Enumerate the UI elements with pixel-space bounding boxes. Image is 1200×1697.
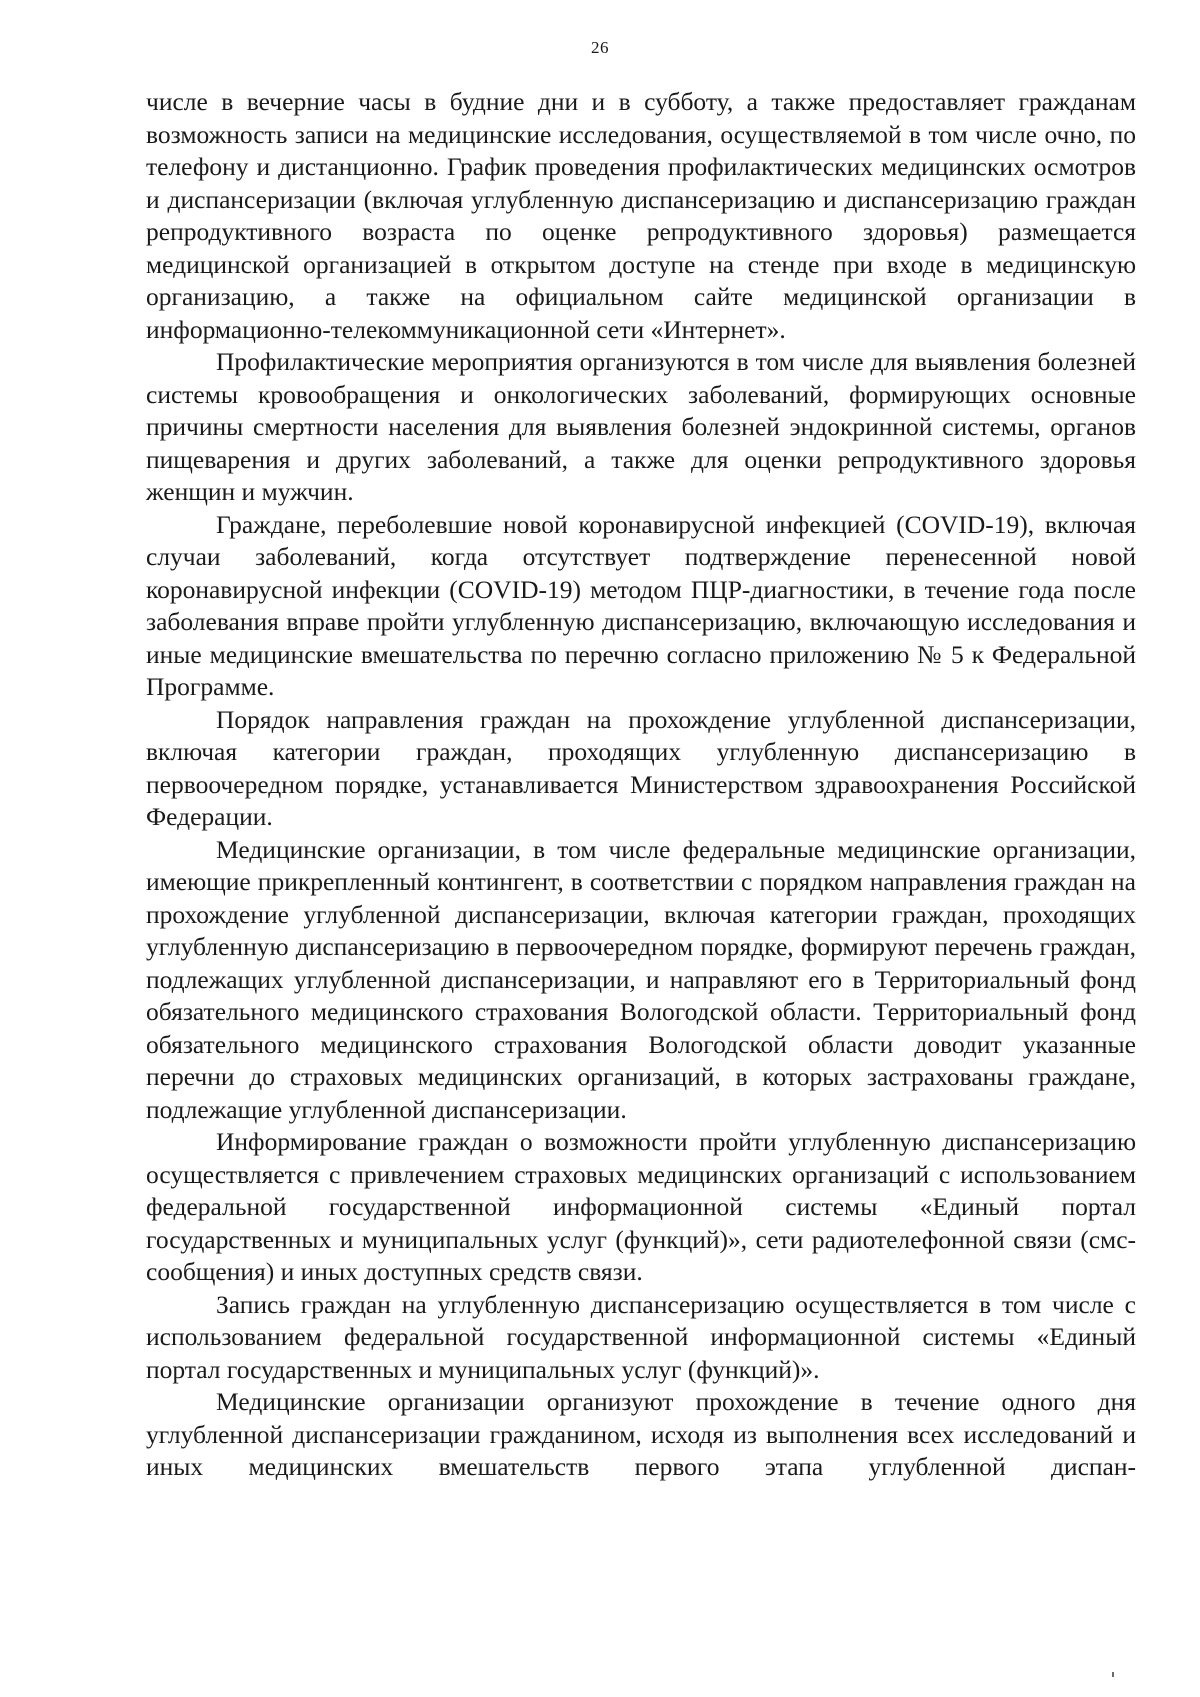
paragraph-one-day-completion: Медицинские организации организуют прохождение в течение одного дня углубленной диспансеризации гражданином, исходя из выполнения всех исследований и иных медицинских вмешательств первого этапа углубленной диспан- bbox=[146, 1387, 1136, 1481]
paragraph-informing-citizens: Информирование граждан о возможности пройти углубленную диспансеризацию осуществляется с привлечением страховых медицинских организаций с использованием федеральной государственной информационной системы «Единый портал государственных и муниципальных услуг (функций)», сети радиотелефонной связи (смс-сообщения) и иных доступных средств связи. bbox=[146, 1127, 1136, 1286]
page-number: 26 bbox=[591, 38, 609, 57]
paragraph-preventive-measures: Профилактические мероприятия организуются в том числе для выявления болезней системы кровообращения и онкологических заболеваний, формирующих основные причины смертности населения для выявления болезней эндокринной системы, органов пищеварения и других заболеваний, а также для оценки репродуктивного здоровья женщин и мужчин. bbox=[146, 347, 1136, 506]
paragraph-continuation: числе в вечерние часы в будние дни и в субботу, а также предоставляет гражданам возможность записи на медицинские исследования, осуществляемой в том числе очно, по телефону и дистанционно. График проведения профилактических медицинских осмотров и диспансеризации (включая углубленную диспансеризацию и диспансеризацию граждан репродуктивного возраста по оценке репродуктивного здоровья) размещается медицинской организацией в открытом доступе на стенде при входе в медицинскую организацию, а также на официальном сайте медицинской организации в информационно-телекоммуникационной сети «Интернет». bbox=[146, 87, 1136, 344]
paragraph-covid-recovered: Граждане, переболевшие новой коронавирусной инфекцией (COVID-19), включая случаи заболеваний, когда отсутствует подтверждение перенесенной новой коронавирусной инфекции (COVID-19) методом ПЦР-диагностики, в течение года после заболевания вправе пройти углубленную диспансеризацию, включающую исследования и иные медицинские вмешательства по перечню согласно приложению № 5 к Федеральной Программе. bbox=[146, 509, 1136, 701]
paragraph-medical-organizations-lists: Медицинские организации, в том числе федеральные медицинские организации, имеющие прикрепленный контингент, в соответствии с порядком направления граждан на прохождение углубленной диспансеризации, включая категории граждан, проходящих углубленную диспансеризацию в первоочередном порядке, формируют перечень граждан, подлежащих углубленной диспансеризации, и направляют его в Территориальный фонд обязательного медицинского страхования Вологодской области. Территориальный фонд обязательного медицинского страхования Вологодской области доводит указанные перечни до страховых медицинских организаций, в которых застрахованы граждане, подлежащие углубленной диспансеризации. bbox=[146, 834, 1136, 1124]
paragraph-referral-procedure: Порядок направления граждан на прохождение углубленной диспансеризации, включая категории граждан, проходящих углубленную диспансеризацию в первоочередном порядке, устанавливается Министерством здравоохранения Российской Федерации. bbox=[146, 704, 1136, 831]
document-body bbox=[146, 86, 1136, 1484]
paragraph-registration: Запись граждан на углубленную диспансеризацию осуществляется в том числе с использованием федеральной государственной информационной системы «Единый портал государственных и муниципальных услуг (функций)». bbox=[146, 1289, 1136, 1384]
scan-speck bbox=[1112, 1672, 1114, 1677]
